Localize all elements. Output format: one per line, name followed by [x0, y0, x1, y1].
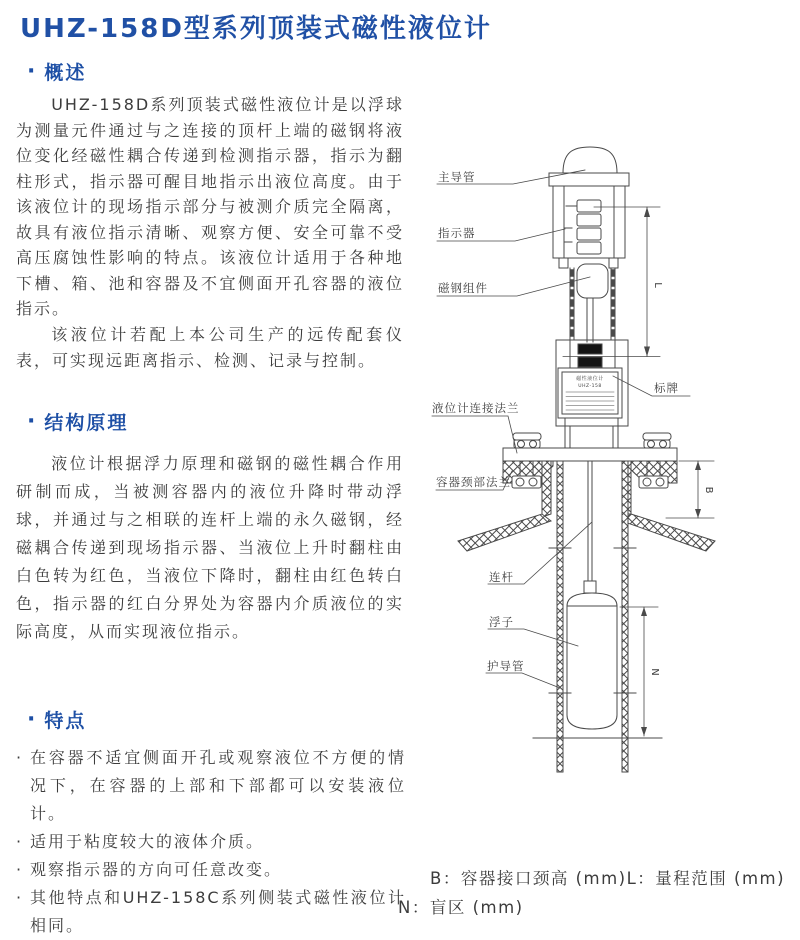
label-connecting-rod: 连杆	[489, 570, 514, 584]
feature-bullet: ·	[16, 832, 24, 851]
principle-paragraph: 液位计根据浮力原理和磁钢的磁性耦合作用研制而成，当被测容器内的液位升降时带动浮球，并通过与之相联的连杆上端的永久磁钢，经磁耦合传递到现场指示器、当液位上升时翻柱由白色转为红色，当液位下降时，翻柱由红色转白色，指示器的红白分界处为容器内介质液位的实际高度，从而实现液位指示。	[16, 454, 404, 641]
feature-item	[16, 856, 406, 884]
heading-features-label: 特点	[44, 710, 87, 732]
diagram-legend	[398, 864, 796, 922]
heading-bullet: ·	[27, 706, 38, 732]
nameplate-model: UHZ-158	[578, 384, 602, 389]
label-nameplate: 标牌	[654, 381, 679, 395]
feature-text: 在容器不适宜侧面开孔或观察液位不方便的情况下，在容器的上部和下部都可以安装液位计。	[30, 748, 406, 823]
diagram-top-assembly	[549, 147, 629, 268]
overview-paragraph-2: 该液位计若配上本公司生产的远传配套仪表，可实现远距离指示、检测、记录与控制。	[16, 325, 404, 370]
feature-text: 观察指示器的方向可任意改变。	[30, 860, 283, 879]
section-heading-features	[27, 706, 86, 733]
feature-item	[16, 744, 406, 828]
legend-line-1: B：容器接口颈高 (mm)L：量程范围 (mm)	[430, 869, 786, 888]
dimension-N-label: N	[649, 668, 660, 676]
magnet-barrel	[577, 264, 608, 298]
diagram-nameplate	[558, 368, 622, 418]
feature-text: 适用于粘度较大的液体介质。	[30, 832, 265, 851]
feature-text: 其他特点和UHZ-158C系列侧装式磁性液位计相同。	[30, 888, 406, 935]
legend-line-2: N：盲区 (mm)	[398, 898, 524, 917]
magnet-block	[578, 357, 602, 367]
features-list	[16, 744, 406, 940]
label-main-guide-tube: 主导管	[438, 170, 476, 184]
heading-bullet: ·	[27, 408, 38, 434]
label-vessel-neck-flange: 容器颈部法兰	[436, 475, 511, 489]
feature-item	[16, 828, 406, 856]
diagram-float-group	[533, 461, 662, 738]
overview-paragraph-1: UHZ-158D系列顶装式磁性液位计是以浮球为测量元件通过与之连接的顶杆上端的磁钢将液位变化经磁性耦合传递到检测指示器，指示为翻柱形式，指示器可醒目地指示出液位高度。由于该液位计的现场指示部分与被测介质完全隔离，故具有液位指示清晰、观察方便、安全可靠不受高压腐蚀性影响的特点。该液位计适用于各种地下槽、箱、池和容器及不宜侧面开孔容器的液位指示。	[16, 95, 404, 318]
diagram-flange	[503, 418, 677, 488]
label-float: 浮子	[489, 615, 514, 629]
feature-bullet: ·	[16, 888, 24, 907]
label-indicator: 指示器	[438, 226, 476, 240]
dimension-B-label: B	[703, 486, 714, 494]
diagram-magnet-housing	[556, 340, 628, 426]
section-heading-overview	[27, 58, 86, 85]
dimension-L-label: L	[652, 282, 663, 288]
magnet-block	[578, 344, 602, 354]
nameplate-title: 磁性液位计	[576, 376, 604, 382]
section-heading-principle	[27, 408, 128, 435]
page-title: UHZ-158D型系列顶装式磁性液位计	[20, 14, 492, 44]
label-gauge-connection-flange: 液位计连接法兰	[432, 401, 520, 415]
feature-item	[16, 884, 406, 940]
label-magnet-assembly: 磁钢组件	[438, 281, 488, 295]
heading-bullet: ·	[27, 58, 38, 84]
feature-bullet: ·	[16, 748, 24, 767]
heading-principle-label: 结构原理	[44, 412, 129, 434]
float-body	[567, 593, 617, 729]
feature-bullet: ·	[16, 860, 24, 879]
diagram-tube	[570, 264, 615, 342]
label-guide-tube: 护导管	[487, 659, 525, 673]
heading-overview-label: 概述	[44, 62, 87, 84]
technical-diagram	[420, 130, 800, 790]
